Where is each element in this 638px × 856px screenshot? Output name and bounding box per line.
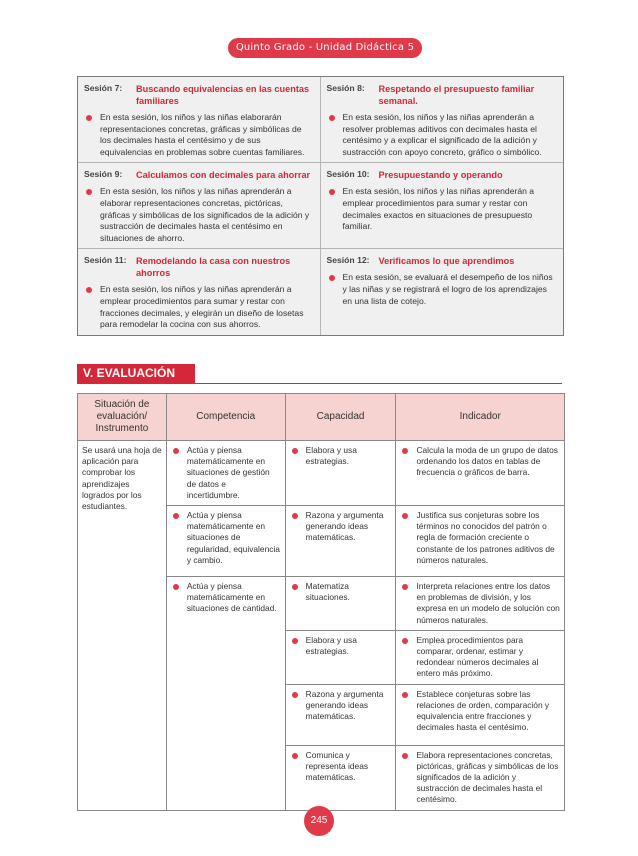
table-row xyxy=(78,441,565,506)
sessions-row xyxy=(78,77,563,163)
page-number: 245 xyxy=(304,806,334,836)
unit-header: Quinto Grado - Unidad Didáctica 5 xyxy=(228,38,422,58)
capacidad-text: Elabora y usa estrategias. xyxy=(305,634,357,657)
session-number: Sesión 11: xyxy=(84,255,127,266)
session-10 xyxy=(321,163,564,248)
session-title: Presupuestando y operando xyxy=(378,170,503,181)
session-title: Respetando el presupuesto familiar semanal. xyxy=(378,84,535,106)
session-description: En esta sesión, los niños y las niñas aprenderán a emplear procedimientos para sumar y restar con decimales exactos en situaciones de presupuesto familiar. xyxy=(342,186,535,232)
indicador-text: Establece conjeturas sobre las relaciones de orden, comparación y equivalencia entre fracciones y decimales hasta el centésimo. xyxy=(416,688,550,733)
bullet-icon xyxy=(173,513,179,519)
session-12 xyxy=(321,249,564,334)
indicador-text: Emplea procedimientos para comparar, ordenar, estimar y redondear números decimales al entero más próximo. xyxy=(416,634,539,679)
indicador-text: Calcula la moda de un grupo de datos ordenando los datos en tablas de frecuencia o gráficos de barra. xyxy=(416,445,558,478)
bullet-icon xyxy=(402,584,408,590)
table-header-row xyxy=(78,394,565,441)
session-number: Sesión 12: xyxy=(326,255,370,266)
evaluation-heading: V. EVALUACIÓN xyxy=(77,364,195,383)
bullet-icon xyxy=(402,753,408,759)
bullet-icon xyxy=(292,513,298,519)
session-7 xyxy=(78,77,321,162)
bullet-icon xyxy=(292,584,298,590)
indicador-cell xyxy=(396,441,565,506)
capacidad-text: Elabora y usa estrategias. xyxy=(305,445,357,467)
bullet-icon xyxy=(292,638,298,644)
sessions-row xyxy=(78,163,563,249)
column-header: Competencia xyxy=(166,394,285,441)
session-description: En esta sesión, los niños y las niñas aprenderán a elaborar representaciones concretas, pictóricas, gráficas y simbólicas de los significados de la adición y sustracción de decimales hasta el centésimo en situaciones de ahorro. xyxy=(100,186,310,243)
competencia-text: Actúa y piensa matemáticamente en situaciones de cantidad. xyxy=(186,581,277,614)
column-header: Indicador xyxy=(396,394,565,441)
session-title: Verificamos lo que aprendimos xyxy=(378,256,515,267)
capacidad-text: Matematiza situaciones. xyxy=(305,581,350,603)
bullet-icon xyxy=(402,448,408,454)
sessions-row xyxy=(78,249,563,334)
bullet-icon xyxy=(329,115,335,121)
bullet-icon xyxy=(86,189,92,195)
competencia-text: Actúa y piensa matemáticamente en situaciones de gestión de datos e incertidumbre. xyxy=(186,445,270,500)
evaluation-table xyxy=(77,393,565,811)
column-header: Capacidad xyxy=(285,394,396,441)
indicador-text: Interpreta relaciones entre los datos en problemas de división, y los expresa en un modelo de solución con números naturales. xyxy=(416,581,560,625)
session-description: En esta sesión, se evaluará el desempeño de los niños y las niñas y se registrará el logro de los aprendizajes en una lista de cotejo. xyxy=(342,272,553,306)
bullet-icon xyxy=(86,115,92,121)
session-description: En esta sesión, los niños y las niñas aprenderán a resolver problemas aditivos con decimales hasta el centésimo y a explicar el significado de la adición y sustracción con apoyo concreto, gráfico o simbólico. xyxy=(342,112,542,157)
indicador-cell xyxy=(396,630,565,684)
capacidad-cell xyxy=(285,441,396,506)
competencia-cell xyxy=(166,441,285,506)
bullet-icon xyxy=(402,513,408,519)
capacidad-text: Razona y argumenta generando ideas matemáticas. xyxy=(305,510,384,543)
session-number: Sesión 8: xyxy=(326,83,365,93)
bullet-icon xyxy=(402,692,408,698)
session-description: En esta sesión, los niños y las niñas aprenderán a emplear procedimientos para sumar y restar con fracciones decimales, y elegirán un diseño de losetas para remodelar la cocina con sus ahorros. xyxy=(100,284,304,330)
session-title: Buscando equivalencias en las cuentas familiares xyxy=(136,84,310,106)
indicador-text: Justifica sus conjeturas sobre los términos no conocidos del patrón o regla de formación creciente o constante de los patrones aditivos de números naturales. xyxy=(416,510,555,565)
bullet-icon xyxy=(173,584,179,590)
column-header: Situación de evaluación/ Instrumento xyxy=(78,394,167,441)
competencia-text: Actúa y piensa matemáticamente en situaciones de regularidad, equivalencia y cambio. xyxy=(186,510,280,565)
indicador-cell xyxy=(396,745,565,810)
bullet-icon xyxy=(86,287,92,293)
bullet-icon xyxy=(292,753,298,759)
capacidad-cell xyxy=(285,684,396,745)
indicador-cell xyxy=(396,577,565,631)
session-title: Calculamos con decimales para ahorrar xyxy=(136,170,311,181)
heading-rule xyxy=(77,383,562,384)
bullet-icon xyxy=(329,275,335,281)
instrument-cell: Se usará una hoja de aplicación para comprobar los aprendizajes logrados por los estudiantes. xyxy=(78,441,167,811)
sessions-table xyxy=(77,76,564,336)
session-description: En esta sesión, los niños y las niñas elaborarán representaciones concretas, gráficas y simbólicas de los decimales hasta el centésimo y de sus equivalencias en problemas sobre cuentas familiares. xyxy=(100,112,305,157)
capacidad-cell xyxy=(285,506,396,577)
bullet-icon xyxy=(292,692,298,698)
indicador-cell xyxy=(396,684,565,745)
session-number: Sesión 7: xyxy=(84,83,123,93)
competencia-cell xyxy=(166,506,285,577)
capacidad-cell xyxy=(285,745,396,810)
bullet-icon xyxy=(292,448,298,454)
session-number: Sesión 9: xyxy=(84,169,123,180)
capacidad-cell xyxy=(285,577,396,631)
session-9 xyxy=(78,163,321,248)
bullet-icon xyxy=(329,189,335,195)
session-title: Remodelando la casa con nuestros ahorros xyxy=(136,256,291,279)
capacidad-cell xyxy=(285,630,396,684)
bullet-icon xyxy=(402,638,408,644)
capacidad-text: Razona y argumenta generando ideas matemáticas. xyxy=(305,688,384,722)
capacidad-text: Comunica y representa ideas matemáticas. xyxy=(305,749,369,783)
session-11 xyxy=(78,249,321,334)
competencia-cell xyxy=(166,577,285,811)
indicador-cell xyxy=(396,506,565,577)
session-8 xyxy=(321,77,564,162)
indicador-text: Elabora representaciones concretas, pictóricas, gráficas y simbólicas de los significados de la adición y sustracción de decimales hasta el centésimo. xyxy=(416,749,559,805)
session-number: Sesión 10: xyxy=(326,169,370,180)
bullet-icon xyxy=(173,448,179,454)
